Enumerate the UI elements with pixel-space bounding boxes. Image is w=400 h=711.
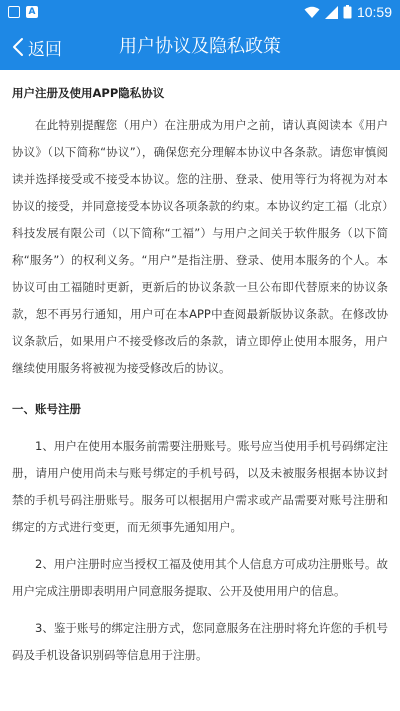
intro-paragraph: 在此特别提醒您（用户）在注册成为用户之前，请认真阅读本《用户协议》（以下简称“协议”），确保您充分理解本协议中各条款。请您审慎阅读并选择接受或不接受本协议。您的注册、登录、使用等行为将视为对本协议的接受，并同意接受本协议各项条款的约束。本协议约定工福（北京）科技发展有限公司（以下简称“工福”）与用户之间关于软件服务（以下简称“服务”）的权利义务。“用户”是指注册、登录、使用本服务的个人。本协议可由工福随时更新，更新后的协议条款一旦公布即代替原来的协议条款，恕不再另行通知，用户可在本APP中查阅最新版协议条款。在修改协议条款后，如果用户不接受修改后的条款，请立即停止使用本服务，用户继续使用服务将被视为接受修改后的协议。 (12, 118, 388, 375)
a-app-icon: A (26, 6, 38, 18)
section-title-account-registration: 一、账号注册 (12, 402, 81, 416)
section1-paragraph-3: 3、鉴于账号的绑定注册方式，您同意服务在注册时将允许您的手机号码及手机设备识别码等信息用于注册。 (12, 621, 388, 662)
status-bar (0, 0, 400, 24)
back-label: 返回 (28, 39, 62, 60)
agreement-content[interactable] (0, 70, 400, 711)
notification-box-icon (8, 6, 20, 18)
back-button[interactable] (12, 24, 62, 70)
page-title: 用户协议及隐私政策 (119, 36, 281, 57)
section1-paragraph-1: 1、用户在使用本服务前需要注册账号。账号应当使用手机号码绑定注册，请用户使用尚未与账号绑定的手机号码，以及未被服务根据本协议封禁的手机号码注册账号。服务可以根据用户需求或产品需要对账号注册和绑定的方式进行变更，而无须事先通知用户。 (12, 439, 388, 534)
status-left (8, 6, 38, 18)
document-title: 用户注册及使用APP隐私协议 (12, 86, 165, 100)
wifi-icon (304, 6, 320, 19)
battery-icon (343, 5, 352, 19)
status-right (304, 4, 392, 20)
status-time: 10:59 (356, 4, 392, 20)
chevron-left-icon (12, 37, 24, 57)
app-bar (0, 24, 400, 70)
section1-paragraph-2: 2、用户注册时应当授权工福及使用其个人信息方可成功注册账号。故用户完成注册即表明用户同意服务提取、公开及使用用户的信息。 (12, 557, 388, 598)
signal-icon (325, 6, 338, 19)
